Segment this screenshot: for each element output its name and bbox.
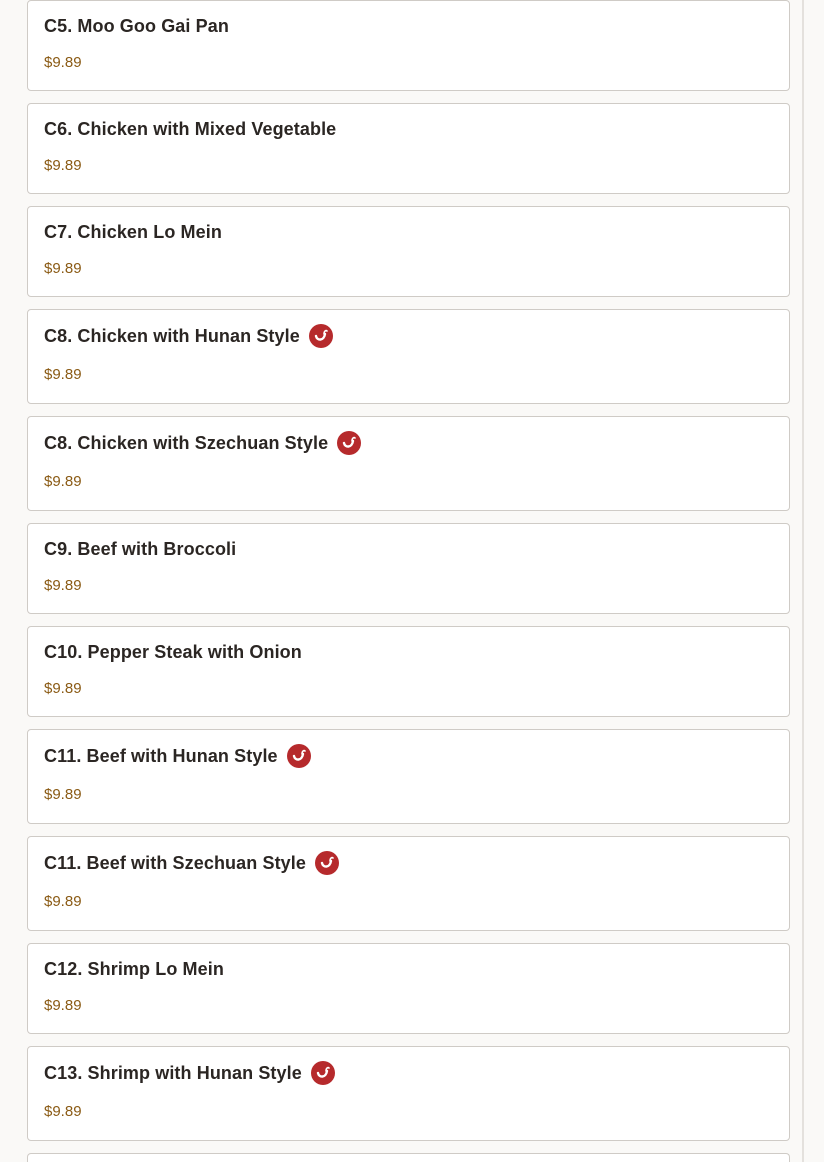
menu-item-price: $9.89 <box>44 54 82 71</box>
menu-item-name: C7. Chicken Lo Mein <box>44 222 222 242</box>
menu-item-title-row <box>44 222 222 243</box>
menu-item-price: $9.89 <box>44 1103 82 1120</box>
menu-item-card[interactable] <box>27 309 790 404</box>
chili-pepper-icon <box>315 851 339 875</box>
menu-item-card[interactable] <box>27 416 790 511</box>
menu-item-name: C8. Chicken with Hunan Style <box>44 325 300 346</box>
menu-item-card[interactable] <box>27 943 790 1034</box>
menu-item-price: $9.89 <box>44 786 82 803</box>
menu-item-card[interactable] <box>27 0 790 91</box>
menu-item-card[interactable] <box>27 729 790 824</box>
menu-item-price: $9.89 <box>44 577 82 594</box>
menu-item-card[interactable] <box>27 206 790 297</box>
menu-item-name: C13. Shrimp with Hunan Style <box>44 1062 302 1083</box>
menu-item-card[interactable] <box>27 103 790 194</box>
menu-item-title-row <box>44 1061 335 1085</box>
menu-item-name: C9. Beef with Broccoli <box>44 539 237 559</box>
menu-item-name: C12. Shrimp Lo Mein <box>44 959 224 979</box>
menu-item-title-row <box>44 744 311 768</box>
menu-item-card-partial[interactable] <box>27 1153 790 1162</box>
menu-item-price: $9.89 <box>44 893 82 910</box>
menu-item-title-row <box>44 539 236 560</box>
menu-item-card[interactable] <box>27 836 790 931</box>
chili-pepper-icon <box>287 744 311 768</box>
menu-item-title-row <box>44 642 302 663</box>
menu-item-title-row <box>44 119 336 140</box>
menu-item-card[interactable] <box>27 1046 790 1141</box>
menu-item-name: C11. Beef with Szechuan Style <box>44 852 306 873</box>
chili-pepper-icon <box>309 324 333 348</box>
menu-item-price: $9.89 <box>44 680 82 697</box>
chili-pepper-icon <box>337 431 361 455</box>
menu-item-price: $9.89 <box>44 157 82 174</box>
menu-item-title-row <box>44 431 361 455</box>
menu-item-name: C5. Moo Goo Gai Pan <box>44 16 229 36</box>
menu-item-title-row <box>44 324 333 348</box>
menu-item-name: C10. Pepper Steak with Onion <box>44 642 302 662</box>
menu-item-name: C11. Beef with Hunan Style <box>44 745 278 766</box>
chili-pepper-icon <box>311 1061 335 1085</box>
scroll-edge-divider <box>802 0 804 1162</box>
menu-item-card[interactable] <box>27 523 790 614</box>
menu-item-price: $9.89 <box>44 366 82 383</box>
menu-item-name: C6. Chicken with Mixed Vegetable <box>44 119 337 139</box>
menu-item-price: $9.89 <box>44 473 82 490</box>
menu-item-price: $9.89 <box>44 260 82 277</box>
menu-item-title-row <box>44 959 224 980</box>
menu-item-title-row <box>44 851 339 875</box>
menu-item-name: C8. Chicken with Szechuan Style <box>44 432 329 453</box>
menu-item-title-row <box>44 16 229 37</box>
menu-item-price: $9.89 <box>44 997 82 1014</box>
menu-item-card[interactable] <box>27 626 790 717</box>
